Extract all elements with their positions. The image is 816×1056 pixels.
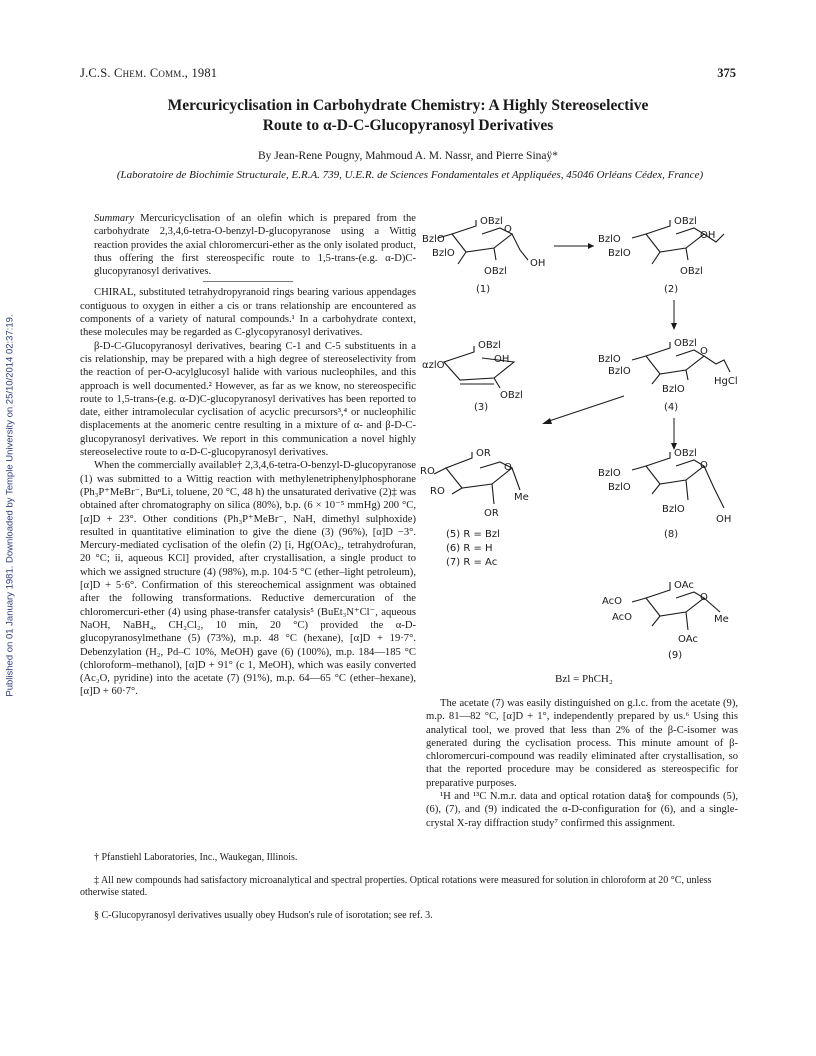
- compound-9-me: Me: [714, 614, 729, 625]
- summary-divider: [203, 281, 293, 282]
- summary-label: Summary: [94, 213, 135, 224]
- compound-1-ring-o: O: [504, 224, 512, 235]
- compound-8-bzlo-lower: BzlO: [608, 482, 631, 493]
- compound-5-or-bottom: OR: [484, 508, 499, 519]
- footnote-double-dagger: ‡ All new compounds had satisfactory microanalytical and spectral properties. Optical rotations were measured for solution in chloroform at 20 °C, unless otherwise stated.: [80, 874, 712, 898]
- compound-8-oh: OH: [716, 514, 732, 525]
- compound-3-alpha-bzlo: αzlO: [422, 360, 445, 371]
- compound-2-label: (2): [664, 284, 679, 295]
- summary-paragraph: [80, 212, 416, 278]
- compound-4-hgcl: HgCl: [714, 376, 738, 387]
- compound-3-obzl-bottom: OBzl: [500, 390, 523, 401]
- compound-5-ro-lower: RO: [430, 486, 445, 497]
- affiliation: (Laboratoire de Biochimie Structurale, E.R.A. 739, U.E.R. de Sciences Fondamentales et Appliquées, 45046 Orléans Cédex, France): [116, 169, 704, 181]
- compound-3-label: (3): [474, 402, 489, 413]
- compound-2-bzlo-lower: BzlO: [608, 248, 631, 259]
- compound-5-ro-upper: RO: [420, 466, 435, 477]
- compound-1-structure: [422, 216, 545, 295]
- compound-2-obzl-bottom: OBzl: [680, 266, 703, 277]
- title-line-1: Mercuricyclisation in Carbohydrate Chemistry: A Highly Stereoselective: [167, 97, 649, 114]
- background-paragraph: β-D-C-Glucopyranosyl derivatives, bearing C-1 and C-5 substituents in a cis relationship, may be prepared with a high degree of stereoselectivity from the reaction of per-O-acylglucosyl halide with various nucleophiles, and this approach is well documented.² However, as far as we know, no stereospecific route to 1,5-trans-(e.g. α-D)C-glucopyranosyl derivatives has been reported to date, either intramolecular cyclisation of acyclic precursors³,⁴ or nucleophilic displacements at the anomeric centre resulting in a mixture of α- and β-D-C-glucopyranosyl derivatives. We report in this communication a novel highly stereoselective route to α-D-C-glucopyranosyl derivatives.: [80, 340, 416, 459]
- compound-1-bzlo-lower: BzlO: [432, 248, 455, 259]
- results-paragraph: When the commercially available† 2,3,4,6-tetra-O-benzyl-D-glucopyranose (1) was submitted to a Wittig reaction with methylenetriphenylphosphorane (Ph₃P⁺MeBr⁻, BuⁿLi, toluene, 20 °C, 48 h) the unsaturated derivative (2)‡ was obtained after chromatography on silica (80%), b.p. (6 × 10⁻⁵ mmHg) 200 °C, [α]D + 23°. Other conditions (Ph₃P⁺MeBr⁻, NaH, dimethyl sulphoxide) resulted in quantitative elimination to give the diene (3) (96%), [α]D −3°. Mercury-mediated cyclisation of the olefin (2) [i, Hg(OAc)₂, tetrahydrofuran, 20 °C; ii, aqueous KCl] provided, after crystallisation, a single product to which we assigned structure (4) (98%), m.p. 104·5 °C (ether–light petroleum), [α]D + 5·6°. Confirmation of this stereochemical assignment was obtained after the following transformations. Reductive demercuration of the chloromercuri-ether (4) using phase-transfer catalysis⁵ (BuEt₃N⁺Cl⁻, aqueous NaOH, NaBH₄, CH₂Cl₂, 10 min, 20 °C) provided the α-D-glucopyranosylmethane (5) (73%), m.p. 48 °C (hexane), [α]D + 19·7°. Debenzylation (H₂, Pd–C 10%, MeOH) gave (6) (100%), m.p. 184—185 °C (chloroform–methanol), [α]D + 91° (c 1, MeOH), which was easily converted (Ac₂O, pyridine) into the acetate (7) (91%), m.p. 64—65 °C (ether–hexane), [α]D + 60·7°.: [80, 460, 416, 698]
- compound-4-structure: [598, 338, 738, 413]
- compound-1-obzl-bottom: OBzl: [484, 266, 507, 277]
- footnote-section: § C-Glucopyranosyl derivatives usually obey Hudson's rule of isorotation; see ref. 3.: [94, 909, 433, 921]
- compound-2-structure: [598, 216, 724, 295]
- compound-9-aco-lower: AcO: [612, 612, 633, 623]
- compound-1-oh: OH: [530, 258, 546, 269]
- compound-8-structure: [598, 448, 731, 540]
- compound-2-obzl-top: OBzl: [674, 216, 697, 227]
- compound-3-obzl-top: OBzl: [478, 340, 501, 351]
- arrow-2-to-4-head: [671, 323, 677, 330]
- compound-1-bzlo-upper: BzlO: [422, 234, 445, 245]
- compound-9-structure: [602, 580, 729, 661]
- journal-citation: J.C.S. Chem. Comm., 1981: [80, 66, 218, 80]
- article-title: [80, 96, 736, 136]
- right-column: [426, 697, 738, 830]
- nmr-paragraph: ¹H and ¹³C N.m.r. data and optical rotation data§ for compounds (5), (6), (7), and (9) indicated the α-D-configuration for (6), and a single-crystal X-ray diffraction study⁷ confirmed this assignment.: [426, 791, 738, 829]
- reaction-scheme-drawing: [420, 212, 744, 672]
- arrow-4-to-5: [546, 396, 624, 422]
- compound-8-bzlo-upper: BzlO: [598, 468, 621, 479]
- compound-2-bzlo-upper: BzlO: [598, 234, 621, 245]
- compound-8-bzlo-bottom: BzlO: [662, 504, 685, 515]
- acetate-paragraph: The acetate (7) was easily distinguished on g.l.c. from the acetate (9), m.p. 81—82 °C, [α]D + 1°, independently prepared by us.⁶ Using this analytical tool, we proved that less than 2% of the β-C-isomer was generated during the cyclisation process. This minute amount of β-chloromercuri-compound was readily eliminated after crystallisation, so that the reported procedure may be considered as stereospecific for preparative purposes.: [426, 698, 738, 789]
- compound-9-label: (9): [668, 650, 683, 661]
- compound-5-me: Me: [514, 492, 529, 503]
- compound-5-ring-o: O: [504, 462, 512, 473]
- compound-8-label: (8): [664, 529, 679, 540]
- left-column: [80, 212, 416, 699]
- bzl-definition: Bzl = PhCH₂: [555, 673, 613, 685]
- compound-1-label: (1): [476, 284, 491, 295]
- arrow-1-to-2-head: [588, 243, 594, 249]
- compound-9-ring-o: O: [700, 592, 708, 603]
- download-watermark: Published on 01 January 1981. Downloaded by Temple University on 25/10/2014 02:37:19.: [4, 314, 16, 697]
- r-definition-6: (6) R = H: [446, 543, 493, 554]
- compound-5-7-structure: [420, 448, 529, 568]
- compound-9-aco-upper: AcO: [602, 596, 623, 607]
- compound-3-oh: OH: [494, 354, 510, 365]
- footnote-dagger: † Pfanstiehl Laboratories, Inc., Waukegan, Illinois.: [94, 852, 298, 863]
- arrow-4-to-5-head: [542, 418, 552, 424]
- compound-3-structure: [422, 340, 523, 413]
- compound-5-or-top: OR: [476, 448, 491, 459]
- reaction-scheme: [420, 212, 744, 672]
- title-line-2: Route to α-D-C-Glucopyranosyl Derivatives: [262, 117, 554, 134]
- page-number: 375: [717, 66, 736, 80]
- summary-text: Mercuricyclisation of an olefin which is prepared from the carbohydrate 2,3,4,6-tetra-O-benzyl-D-glucopyranose using a Wittig reaction provides the axial chloromercuri-ether as the only isolated product, thus offering the first stereospecific route to 1,5-trans-(e.g. α-D)C-glucopyranosyl derivatives.: [94, 213, 416, 278]
- compound-4-bzlo-upper: BzlO: [598, 354, 621, 365]
- compound-9-oac-bottom: OAc: [678, 634, 698, 645]
- compound-4-ring-o: O: [700, 346, 708, 357]
- compound-8-ring-o: O: [700, 460, 708, 471]
- compound-2-oh: OH: [700, 230, 716, 241]
- compound-8-obzl-top: OBzl: [674, 448, 697, 459]
- compound-4-label: (4): [664, 402, 679, 413]
- r-definition-7: (7) R = Ac: [446, 557, 498, 568]
- compound-1-obzl-top: OBzl: [480, 216, 503, 227]
- compound-9-oac-top: OAc: [674, 580, 694, 591]
- compound-4-bzlo-lower: BzlO: [608, 366, 631, 377]
- r-definition-5: (5) R = Bzl: [446, 529, 500, 540]
- compound-4-obzl-top: OBzl: [674, 338, 697, 349]
- intro-paragraph: CHIRAL, substituted tetrahydropyranoid rings bearing various appendages contiguous to oxygen in either a cis or trans relationship are encountered as components of a variety of natural compounds.¹ In a carbohydrate context, these molecules may be regarded as C-glycopyranosyl derivatives.: [80, 287, 416, 339]
- compound-4-bzlo-bottom: BzlO: [662, 384, 685, 395]
- author-list: By Jean-Rene Pougny, Mahmoud A. M. Nassr, and Pierre Sinaÿ*: [258, 150, 558, 162]
- footnotes: [80, 852, 740, 932]
